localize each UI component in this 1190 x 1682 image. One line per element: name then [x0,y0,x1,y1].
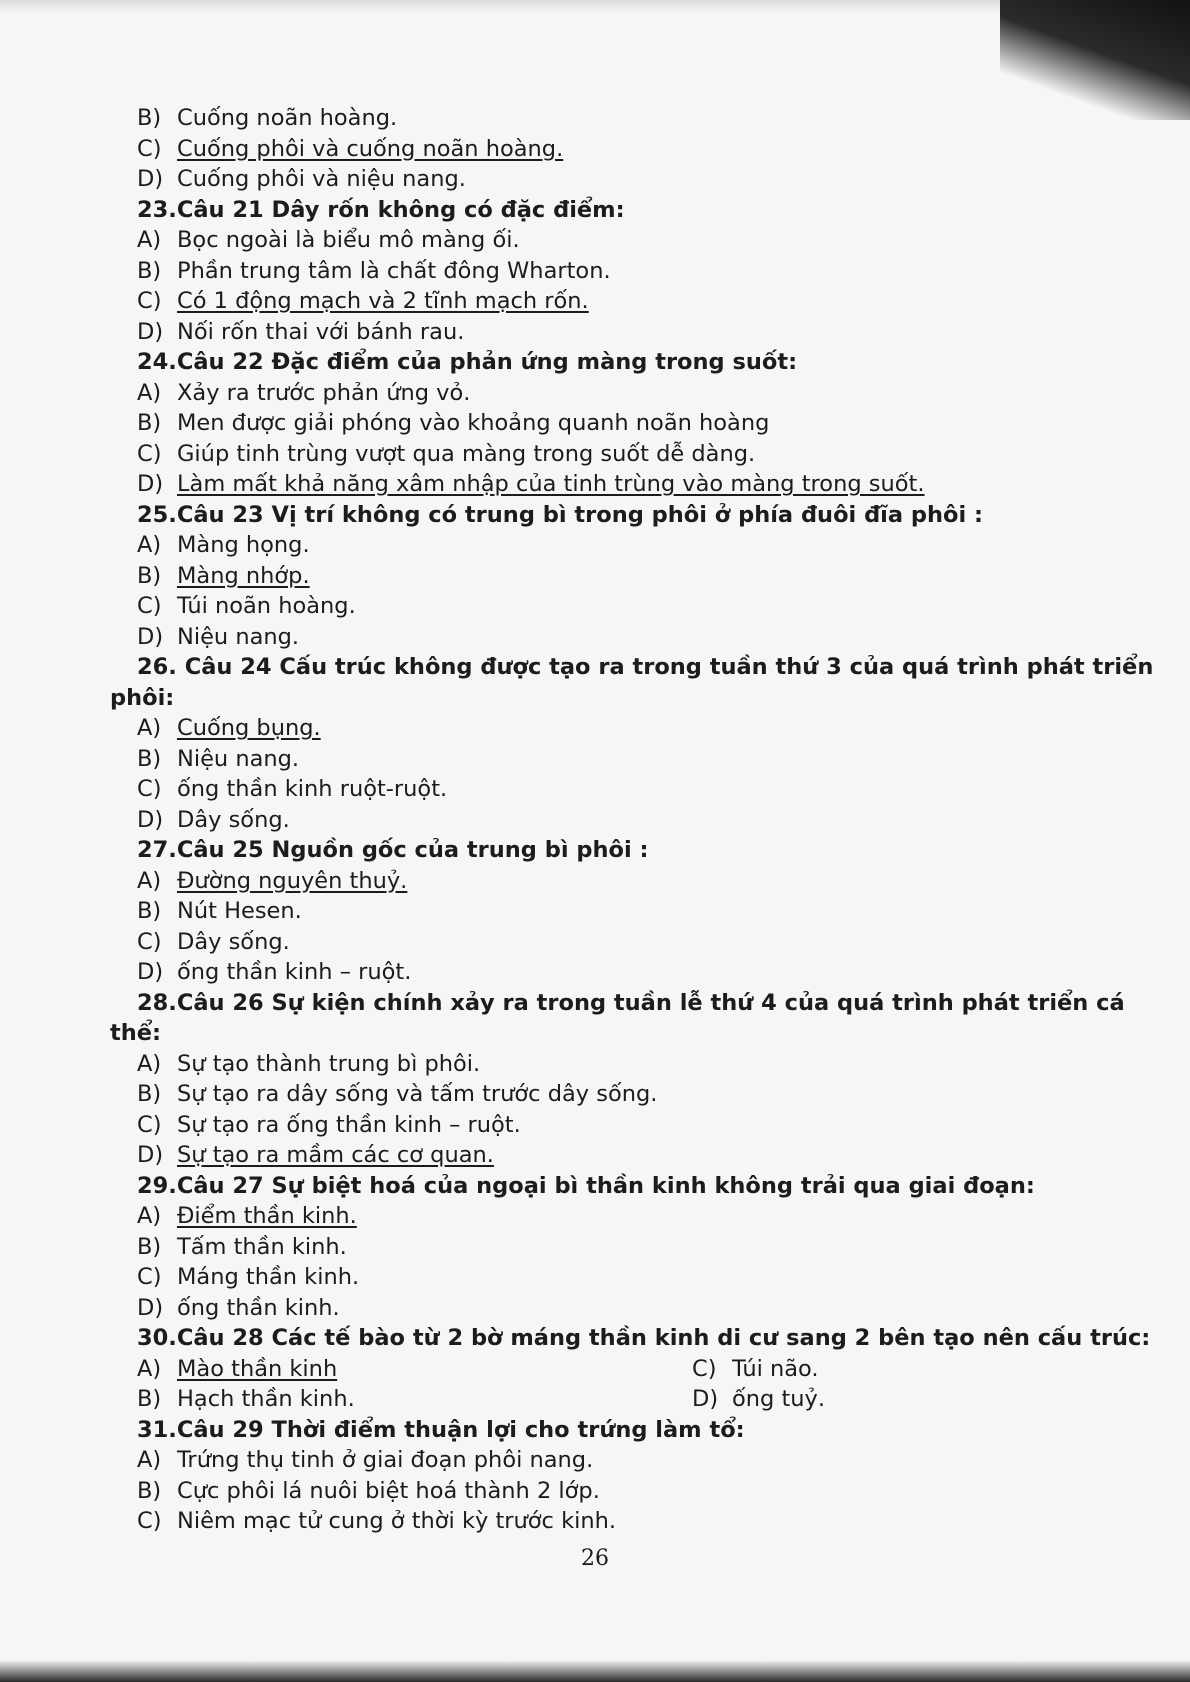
option-letter: D) [137,318,164,345]
answer-option [110,1506,1160,1537]
answer-option [110,1293,1160,1324]
option-letter: D) [137,1142,164,1168]
question-heading: 27.Câu 25 Nguồn gốc của trung bì phôi : [137,837,649,863]
option-letter: A) [137,227,162,253]
answer-text-underlined: Điểm thần kinh. [177,1203,357,1229]
answer-text-underlined: Màng nhớp. [177,562,310,589]
option-letter: C) [137,928,162,955]
option-text: ống thần kinh – ruột. [177,959,412,985]
option-letter: D) [137,471,164,497]
question-heading: 29.Câu 27 Sự biệt hoá của ngoại bì thần kinh không trải qua giai đoạn: [137,1172,1035,1199]
option-text: Bọc ngoài là biểu mô màng ối. [177,227,520,253]
option-letter: D) [137,166,164,192]
option-letter: C) [137,1111,162,1138]
option-text: Cực phôi lá nuôi biệt hoá thành 2 lớp. [177,1477,600,1504]
option-letter: B) [137,898,162,924]
option-letter: A) [137,715,162,741]
option-letter: B) [137,562,162,589]
answer-option [110,469,1160,500]
option-letter: A) [137,1355,162,1382]
option-text: Sự tạo ra dây sống và tấm trước dây sống. [177,1081,658,1107]
option-letter: C) [137,288,162,314]
answer-option [110,927,1160,958]
question-heading: 26. Câu 24 Cấu trúc không được tạo ra trong tuần thứ 3 của quá trình phát triển phôi: [110,654,1154,711]
option-text: Nối rốn thai với bánh rau. [177,318,465,345]
option-text: Sự tạo ra ống thần kinh – ruột. [177,1111,521,1138]
option-text: Giúp tinh trùng vượt qua màng trong suốt dễ dàng. [177,440,756,467]
answer-option-row [110,1384,1160,1415]
option-text: Sự tạo thành trung bì phôi. [177,1050,481,1077]
option-letter: D) [692,1386,719,1412]
answer-option [110,1445,1160,1476]
option-text: Dây sống. [177,928,290,955]
option-text: Cuống noãn hoàng. [177,105,398,131]
option-text: Phần trung tâm là chất đông Wharton. [177,257,611,284]
question-heading: 25.Câu 23 Vị trí không có trung bì trong phôi ở phía đuôi đĩa phôi : [137,501,984,528]
answer-option [110,256,1160,287]
answer-option [137,1354,692,1385]
option-letter: A) [137,1203,162,1229]
answer-text-underlined: Mào thần kinh [177,1355,338,1382]
option-letter: A) [137,379,162,406]
question-list [110,103,1160,1537]
option-letter: C) [692,1355,717,1382]
answer-option [110,957,1160,988]
option-letter: A) [137,1447,162,1473]
option-text: ống thần kinh ruột-ruột. [177,776,448,802]
answer-option [692,1384,825,1415]
option-letter: C) [137,1508,162,1534]
answer-text-underlined: Cuống bụng. [177,715,321,741]
answer-option [110,134,1160,165]
option-text: Túi não. [732,1355,819,1382]
answer-option [692,1354,819,1385]
option-text: Trứng thụ tinh ở giai đoạn phôi nang. [177,1447,594,1473]
option-text: Nút Hesen. [177,898,302,924]
option-letter: C) [137,776,162,802]
answer-text-underlined: Làm mất khả năng xâm nhập của tinh trùng vào màng trong suốt. [177,471,925,497]
option-letter: A) [137,1050,162,1077]
option-letter: D) [137,806,164,833]
option-text: ống tuỷ. [732,1386,826,1412]
option-letter: A) [137,867,162,894]
answer-option [110,103,1160,134]
option-letter: B) [137,105,162,131]
answer-option [110,530,1160,561]
answer-option [110,225,1160,256]
answer-text-underlined: Cuống phôi và cuống noãn hoàng. [177,135,564,162]
answer-option [110,866,1160,897]
answer-text-underlined: Sự tạo ra mầm các cơ quan. [177,1142,494,1168]
answer-option [110,561,1160,592]
option-text: Túi noãn hoàng. [177,593,356,619]
answer-option [110,1110,1160,1141]
scan-corner-shadow [1000,0,1190,120]
option-text: Xảy ra trước phản ứng vỏ. [177,379,471,406]
answer-option [137,1384,692,1415]
answer-option [110,1079,1160,1110]
option-text: Tấm thần kinh. [177,1233,347,1260]
option-letter: D) [137,623,164,650]
answer-option [110,713,1160,744]
answer-option [110,408,1160,439]
answer-option [110,1476,1160,1507]
option-letter: B) [137,745,162,772]
option-letter: D) [137,959,164,985]
answer-option [110,591,1160,622]
option-text: Niệu nang. [177,745,300,772]
option-text: Hạch thần kinh. [177,1386,355,1412]
option-letter: B) [137,257,162,284]
answer-option [110,896,1160,927]
scan-bottom-shadow [0,1660,1190,1682]
option-letter: C) [137,440,162,467]
option-letter: A) [137,532,162,558]
answer-option [110,622,1160,653]
question-heading: 23.Câu 21 Dây rốn không có đặc điểm: [137,196,625,223]
question-heading: 30.Câu 28 Các tế bào từ 2 bờ máng thần kinh di cư sang 2 bên tạo nên cấu trúc: [137,1325,1151,1351]
answer-option [110,317,1160,348]
option-letter: B) [137,1477,162,1504]
option-text: Màng họng. [177,532,310,558]
question-heading: 28.Câu 26 Sự kiện chính xảy ra trong tuần lễ thứ 4 của quá trình phát triển cá thể: [110,989,1125,1046]
option-text: ống thần kinh. [177,1294,340,1321]
answer-option [110,805,1160,836]
answer-option-row [110,1354,1160,1385]
option-letter: B) [137,1233,162,1260]
page-number: 26 [581,1546,609,1571]
answer-option [110,1262,1160,1293]
answer-option [110,164,1160,195]
option-letter: C) [137,1264,162,1290]
answer-option [110,1140,1160,1171]
answer-option [110,439,1160,470]
answer-text-underlined: Đường nguyên thuỷ. [177,867,408,894]
question-heading: 24.Câu 22 Đặc điểm của phản ứng màng trong suốt: [137,349,798,375]
option-text: Cuống phôi và niệu nang. [177,166,466,192]
option-letter: C) [137,593,162,619]
option-letter: D) [137,1294,164,1321]
question-heading: 31.Câu 29 Thời điểm thuận lợi cho trứng làm tổ: [137,1416,745,1443]
option-text: Dây sống. [177,806,290,833]
answer-option [110,378,1160,409]
option-letter: C) [137,135,162,162]
answer-option [110,286,1160,317]
option-text: Niệu nang. [177,623,300,650]
option-text: Máng thần kinh. [177,1264,360,1290]
option-letter: B) [137,1081,162,1107]
option-text: Niêm mạc tử cung ở thời kỳ trước kinh. [177,1508,617,1534]
answer-option [110,1201,1160,1232]
answer-text-underlined: Có 1 động mạch và 2 tĩnh mạch rốn. [177,288,589,314]
answer-option [110,1232,1160,1263]
option-letter: B) [137,410,162,436]
answer-option [110,1049,1160,1080]
option-text: Men được giải phóng vào khoảng quanh noãn hoàng [177,410,770,436]
answer-option [110,744,1160,775]
answer-option [110,774,1160,805]
option-letter: B) [137,1386,162,1412]
